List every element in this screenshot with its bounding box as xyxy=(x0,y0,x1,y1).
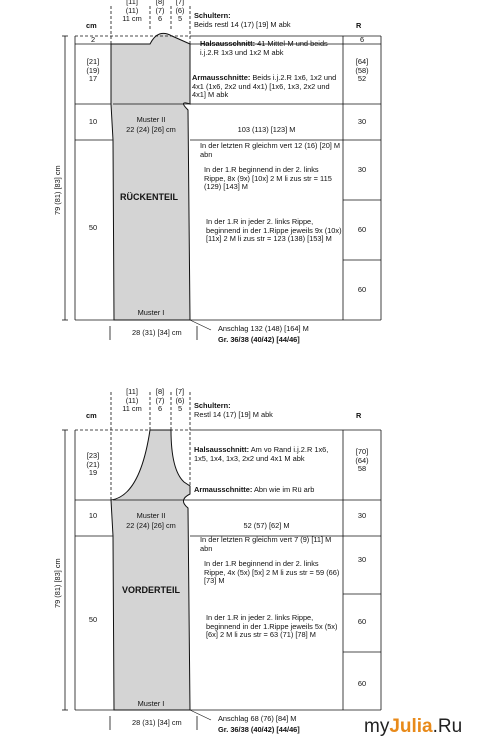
back-bottom-width: 28 (31) [34] cm xyxy=(132,328,182,337)
front-r-header: R xyxy=(356,411,362,420)
back-r-armhole: [64] (58) 52 xyxy=(355,57,369,84)
front-cast-on: Anschlag 68 (76) [84] M xyxy=(218,714,297,723)
front-neck-note: Halsausschnitt: Am vo Rand i.j.2.R 1x6, 1x5, 1x4, 1x3, 2x2 und 4x1 M abk xyxy=(194,445,329,463)
back-r-6: 6 xyxy=(359,35,365,44)
watermark-logo: myJulia.Ru xyxy=(364,716,463,737)
front-armhole-note: Armausschnitte: Abn wie im Rü arb xyxy=(194,485,315,494)
front-pattern-top-width: 22 (24) [26] cm xyxy=(126,521,176,530)
front-dec-note-2: In der 1.R beginnend in der 2. links Rippe, 4x (5x) [5x] 2 M li zus str = 59 (66) [73] M xyxy=(204,559,340,586)
back-pattern-top-width: 22 (24) [26] cm xyxy=(126,125,176,134)
front-band-sts: 52 (57) [62] M xyxy=(243,521,290,530)
back-r-60a: 60 xyxy=(357,225,367,234)
back-pattern-bottom: Muster I xyxy=(137,308,165,317)
back-w3-label: [7] (6) 5 xyxy=(175,0,185,24)
front-size: Gr. 36/38 (40/42) [44/46] xyxy=(218,725,300,734)
back-cm-header: cm xyxy=(86,21,97,30)
back-total-height: 79 (81) [83] cm xyxy=(53,165,62,215)
front-w3-label: [7] (6) 5 xyxy=(175,387,185,414)
back-r-30a: 30 xyxy=(357,117,367,126)
back-cast-on: Anschlag 132 (148) [164] M xyxy=(218,324,309,333)
front-bottom-width: 28 (31) [34] cm xyxy=(132,718,182,727)
back-cm-10: 10 xyxy=(88,117,98,126)
front-cm-header: cm xyxy=(86,411,97,420)
front-r-30b: 30 xyxy=(357,555,367,564)
front-w1-label: [11] (11) 11 cm xyxy=(122,387,142,414)
back-armhole-note: Armausschnitte: Beids i.j.2.R 1x6, 1x2 und 4x1 (1x6, 2x2 und 4x1) [1x6, 1x3, 2x2 und 4x1] M abk xyxy=(192,73,337,100)
back-shoulder-note: Schultern: Beids restl 14 (17) [19] M abk xyxy=(194,11,291,29)
back-w1-label: [11] (11) 11 cm xyxy=(122,0,142,24)
front-piece-name: VORDERTEIL xyxy=(122,585,181,595)
front-cm-armhole: [23] (21) 19 xyxy=(86,451,100,478)
front-pattern-top: Muster II xyxy=(136,511,166,520)
front-r-30a: 30 xyxy=(357,511,367,520)
back-cm-armhole: [21] (19) 17 xyxy=(86,57,100,84)
back-cm-2: 2 xyxy=(90,35,96,44)
back-piece-name: RÜCKENTEIL xyxy=(120,192,178,202)
back-w2-label: [8] (7) 6 xyxy=(155,0,165,24)
back-dec-note-1: In der letzten R gleichm vert 12 (16) [20] M abn xyxy=(200,141,341,159)
front-cm-10: 10 xyxy=(88,511,98,520)
back-dec-note-2: In der 1.R beginnend in der 2. links Rippe, 8x (9x) [10x] 2 M li zus str = 115 (129) [143] M xyxy=(204,165,332,192)
back-dec-note-3: In der 1.R in jeder 2. links Rippe, beginnend in der 1.Rippe jeweils 9x (10x) [11x] 2 M li zus str = 123 (138) [153] M xyxy=(206,217,342,244)
front-dec-note-1: In der letzten R gleichm vert 7 (9) [11] M abn xyxy=(200,535,332,553)
front-piece-shape xyxy=(111,430,190,710)
back-size: Gr. 36/38 (40/42) [44/46] xyxy=(218,335,300,344)
back-r-header: R xyxy=(356,21,362,30)
back-pattern-top: Muster II xyxy=(136,115,166,124)
front-r-armhole: [70] (64) 58 xyxy=(355,447,369,474)
front-r-60b: 60 xyxy=(357,679,367,688)
front-dec-note-3: In der 1.R in jeder 2. links Rippe, beginnend in der 1.Rippe jeweils 5x (5x) [6x] 2 M li zus str = 63 (71) [78] M xyxy=(206,613,338,640)
back-neck-note: Halsausschnitt: 41 Mittel-M und beids i.j.2.R 1x3 und 1x2 M abk xyxy=(200,39,328,57)
back-cm-50: 50 xyxy=(88,223,98,232)
front-shoulder-note: Schultern: Restl 14 (17) [19] M abk xyxy=(194,401,273,419)
back-r-30b: 30 xyxy=(357,165,367,174)
front-total-height: 79 (81) [83] cm xyxy=(53,558,62,608)
front-r-60a: 60 xyxy=(357,617,367,626)
front-cm-50: 50 xyxy=(88,615,98,624)
front-pattern-bottom: Muster I xyxy=(137,699,165,708)
back-r-60b: 60 xyxy=(357,285,367,294)
back-band-sts: 103 (113) [123] M xyxy=(237,125,296,134)
front-w2-label: [8] (7) 6 xyxy=(155,387,165,414)
